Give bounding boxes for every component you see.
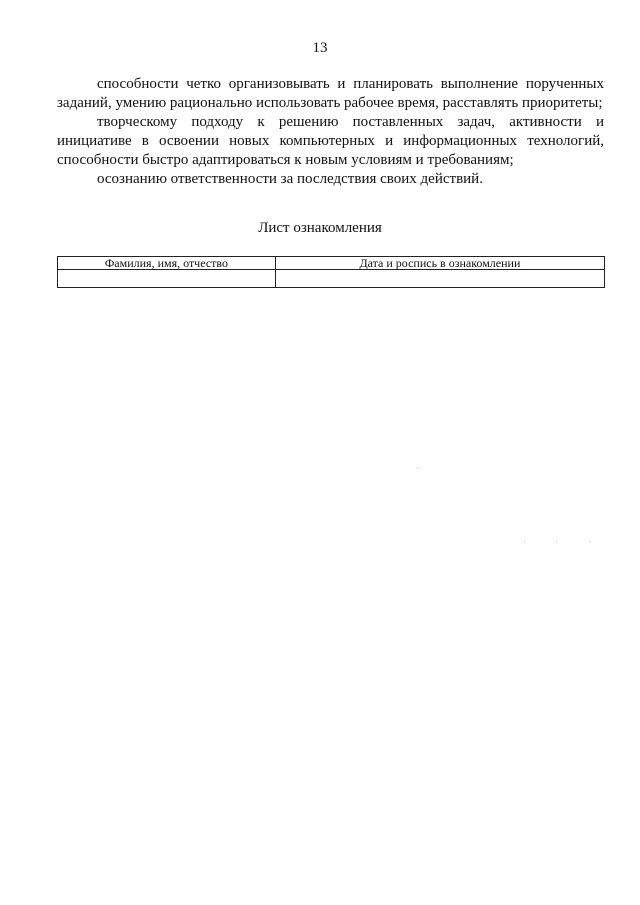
scan-speck <box>524 541 525 542</box>
paragraph-creative-approach: творческому подходу к решению поставленных задач, активности и инициативе в освоении новых компьютерных и информационных технологий, способности быстро адаптироваться к новым условиям и требованиям; <box>57 114 604 168</box>
scan-speck <box>589 541 590 542</box>
column-header-full-name: Фамилия, имя, отчество <box>58 257 276 270</box>
date-signature-cell <box>275 270 604 288</box>
table-row <box>58 270 605 288</box>
body-text <box>57 75 604 189</box>
column-header-date-signature: Дата и роспись в ознакомлении <box>275 257 604 270</box>
acknowledgement-table <box>57 256 605 288</box>
paragraph-responsibility: осознанию ответственности за последствия своих действий. <box>97 171 483 187</box>
acknowledgement-title: Лист ознакомления <box>258 220 382 236</box>
full-name-cell <box>58 270 276 288</box>
scan-speck <box>556 541 557 542</box>
table-header-row <box>58 257 605 270</box>
paragraph-time-management: способности четко организовывать и планировать выполнение порученных заданий, умению рационально использовать рабочее время, расставлять приоритеты; <box>57 76 604 111</box>
page-number: 13 <box>312 40 328 56</box>
scan-speck <box>417 468 418 469</box>
